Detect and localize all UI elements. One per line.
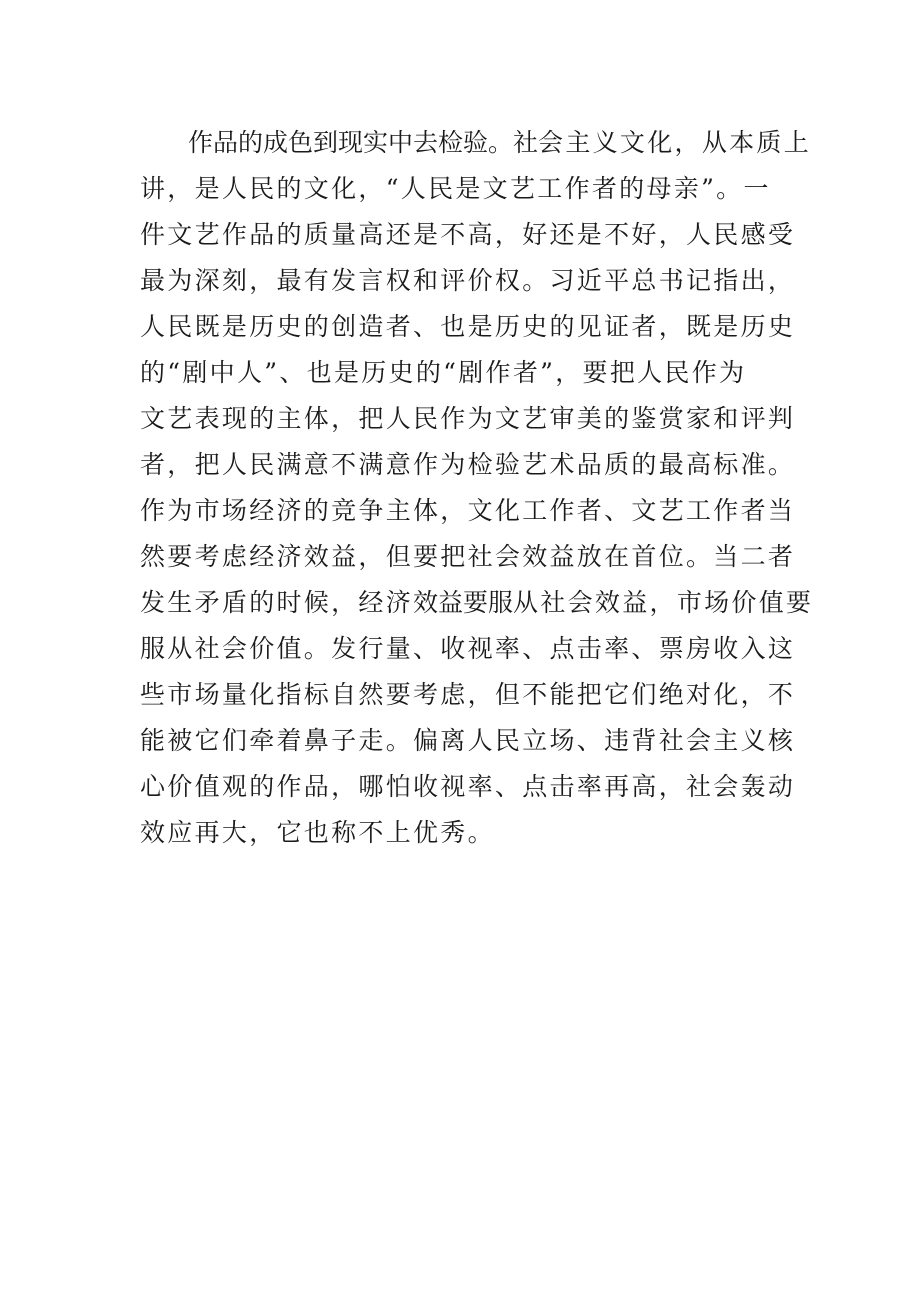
paragraph-line: 作为市场经济的竞争主体，文化工作者、文艺工作者当 bbox=[140, 496, 796, 525]
line-text: 发生矛盾的时候，经济 bbox=[140, 588, 414, 617]
paragraph-line: 服从社会价值。发行量、收视率、点击率、票房收入这 bbox=[140, 634, 796, 663]
paragraph-line: 些市场量化指标自然要考虑，但不能把它们绝对化，不 bbox=[140, 680, 796, 709]
paragraph-line: 最为深刻，最有发言权和评价权。习近平总书记指出， bbox=[140, 266, 796, 295]
paragraph-line: 效应再大，它也称不上优秀。 bbox=[140, 818, 495, 847]
paragraph-line: 者，把人民满意不满意作为检验艺术品质的最高标准。 bbox=[140, 450, 796, 479]
paragraph-line bbox=[140, 580, 814, 626]
paragraph-line: 心价值观的作品，哪怕收视率、点击率再高，社会轰动 bbox=[140, 772, 796, 801]
lead-phrase: 作品的成色到现实中去检验。社 bbox=[188, 128, 539, 157]
paragraph-line: 件文艺作品的质量高还是不高，好还是不好，人民感受 bbox=[140, 220, 796, 249]
paragraph-line: 能被它们牵着鼻子走。偏离人民立场、违背社会主义核 bbox=[140, 726, 796, 755]
paragraph-line: 讲，是人民的文化，“人民是文艺工作者的母亲”。一 bbox=[140, 174, 771, 203]
paragraph-line: 的“剧中人”、也是历史的“剧作者”，要把人民作为 bbox=[140, 358, 747, 387]
paragraph-line: 文艺表现的主体，把人民作为文艺审美的鉴赏家和评判 bbox=[140, 404, 796, 433]
paragraph-line: 人民既是历史的创造者、也是历史的见证者，既是历史 bbox=[140, 312, 796, 341]
paragraph-line: 然要考虑经济效益，但要把社会效益放在首位。当二者 bbox=[140, 542, 796, 571]
line-text: 从社会效益，市场价值要 bbox=[513, 588, 814, 617]
inline-phrase: 效益要服 bbox=[413, 588, 514, 617]
line-text: 会主义文化，从本质上 bbox=[538, 128, 812, 157]
paragraph-line bbox=[140, 120, 812, 166]
body-paragraph bbox=[140, 120, 814, 856]
